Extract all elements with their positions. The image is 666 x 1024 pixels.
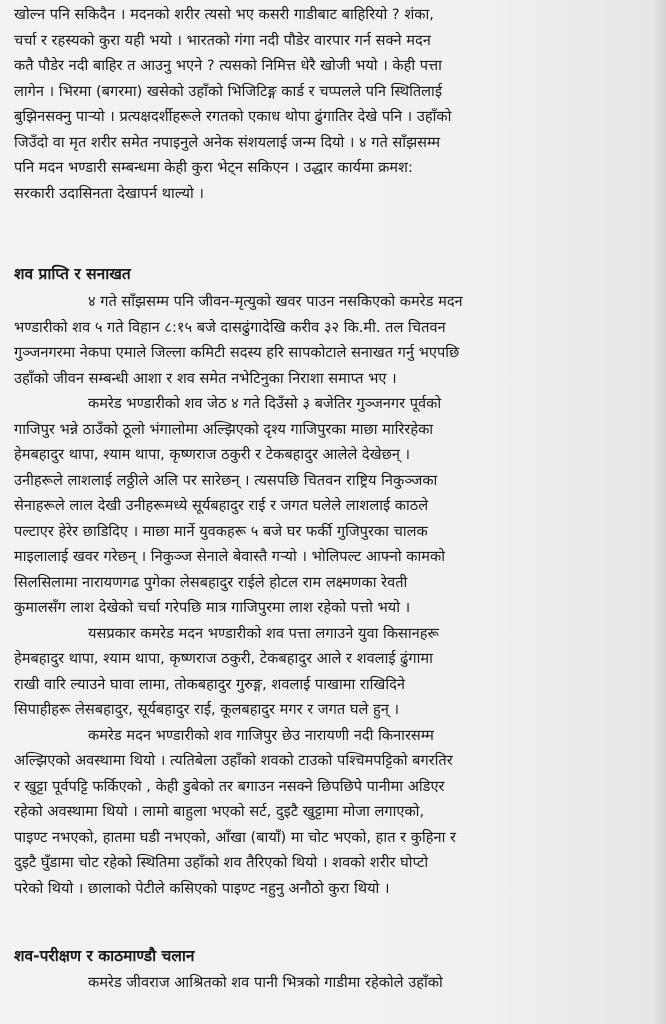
text-line: यसप्रकार कमरेड मदन भण्डारीको शव पत्ता लगाउने युवा किसानहरू	[88, 624, 439, 642]
text-line: पाइण्ट नभएको, हातमा घडी नभएको, आँखा (बायाँ) मा चोट भएको, हात र कुहिना र	[14, 828, 456, 846]
text-line: पनि मदन भण्डारी सम्बन्धमा केही कुरा भेट्न सकिएन । उद्धार कार्यमा क्रमश:	[14, 159, 413, 176]
text-line: गाजिपुर भन्ने ठाउँको ठूलो भंगालोमा अल्झिएको दृश्य गाजिपुरका माछा मारिरहेका	[14, 420, 434, 438]
text-line: हेमबहादुर थापा, श्याम थापा, कृष्णराज ठकुरी र टेकबहादुर आलेले देखेछन् ।	[14, 446, 411, 463]
text-line: राखी वारि ल्याउने घावा लामा, तोकबहादुर गुरुङ्ग, शवलाई पाखामा राखिदिने	[14, 675, 405, 693]
text-line: उहाँको जीवन सम्बन्धी आशा र शव समेत नभेटिनुका निराशा समाप्त भए ।	[14, 369, 397, 387]
continued-paragraph	[14, 2, 640, 206]
text-line: हेमबहादुर थापा, श्याम थापा, कृष्णराज ठकुरी, टेकबहादुर आले र शवलाई ढुंगामा	[14, 650, 433, 667]
section-body	[14, 289, 640, 901]
text-line: बुझिनसक्नु पाऱ्यो । प्रत्यक्षदर्शीहरूले रगतको एकाध थोपा ढुंगातिर देखे पनि । उहाँको	[14, 108, 452, 125]
text-line: खोल्न पनि सकिदैन । मदनको शरीर त्यसो भए कसरी गाडीबाट बाहिरियो ? शंका,	[14, 6, 434, 23]
text-line: सिलसिलामा नारायणगढ पुगेका लेसबहादुर राईले होटल राम लक्ष्मणका रेवती	[14, 573, 408, 591]
text-line: माइलालाई खवर गरेछन् । निकुञ्ज सेनाले बेवास्तै गऱ्यो । भोलिपल्ट आफ्नो कामको	[14, 548, 446, 565]
page-edge-shadow	[652, 0, 666, 1024]
text-line: भण्डारीको शव ५ गते विहान ८:१५ बजे दासढुंगादेखि करीव ३२ कि.मी. तल चितवन	[14, 318, 446, 336]
section-heading: शव प्राप्ति र सनाखत	[14, 265, 131, 283]
text-line: कमरेड भण्डारीको शव जेठ ४ गते दिउँसो ३ बजेतिर गुञ्जनगर पूर्वको	[88, 395, 442, 412]
text-line: सिपाहीहरू लेसबहादुर, सूर्यबहादुर राई, कूलबहादुर मगर र जगत घले हुन् ।	[14, 701, 399, 718]
text-line: दुइटै घुँडामा चोट रहेको स्थितिमा उहाँको शव तैरिएको थियो । शवको शरीर घोप्टो	[14, 854, 429, 871]
text-line: अल्झिएको अवस्थामा थियो । त्यतिबेला उहाँको शवको टाउको पश्चिमपट्टिको बगरतिर	[14, 752, 453, 769]
text-line: ४ गते साँझसम्म पनि जीवन-मृत्युको खवर पाउन नसकिएको कमरेड मदन	[88, 293, 463, 310]
text-line: कमरेड मदन भण्डारीको शव गाजिपुर छेउ नारायणी नदी किनारसम्म	[88, 726, 434, 744]
text-line: सेनाहरूले लाल देखी उनीहरूमध्ये सूर्यबहादुर राई र जगत घलेले लाशलाई काठले	[14, 497, 429, 514]
text-line: कतै पौडेर नदी बाहिर त आउनु भएने ? त्यसको निमित्त धेरै खोजी भयो । केही पत्ता	[14, 57, 442, 74]
text-line: कमरेड जीवराज आश्रितको शव पानी भित्रको गाडीमा रहेकोले उहाँको	[88, 974, 443, 991]
text-line: जिउँदो वा मृत शरीर समेत नपाइनुले अनेक संशयलाई जन्म दियो । ४ गते साँझसम्म	[14, 133, 441, 151]
text-line: गुञ्जनगरमा नेकपा एमाले जिल्ला कमिटी सदस्य हरि सापकोटाले सनाखत गर्नु भएपछि	[14, 344, 460, 361]
text-line: चर्चा र रहस्यको कुरा यही भयो । भारतको गंगा नदी पौडेर वारपार गर्न सक्ने मदन	[14, 31, 431, 49]
text-line: सरकारी उदासिनता देखापर्न थाल्यो ।	[14, 184, 204, 202]
section-body	[14, 970, 640, 996]
text-line: लागेन । भिरमा (बगरमा) खसेको उहाँको भिजिटिङ्ग कार्ड र चप्पलले पनि स्थितिलाई	[14, 82, 443, 100]
text-line: पल्टाएर हेरेर छाडिदिए । माछा मार्ने युवकहरू ५ बजे घर फर्की गुजिपुरका चालक	[14, 522, 428, 540]
text-line: कुमालसँग लाश देखेको चर्चा गरेपछि मात्र गाजिपुरमा लाश रहेको पत्तो भयो ।	[14, 599, 411, 616]
text-line: र खुट्टा पूर्वपट्टि फर्किएको , केही डुबेको तर बगाउन नसक्ने छिपछिपे पानीमा अडिएर	[14, 777, 445, 795]
text-line: रहेको अवस्थामा थियो । लामो बाहुला भएको सर्ट, दुइटै खुट्टामा मोजा लगाएको,	[14, 803, 425, 820]
section-heading: शव-परीक्षण र काठमाण्डौ चलान	[14, 947, 195, 965]
text-line: उनीहरूले लाशलाई लठ्ठीले अलि पर सारेछन् । त्यसपछि चितवन राष्ट्रिय निकुञ्जका	[14, 471, 438, 489]
text-line: परेको थियो । छालाको पेटीले कसिएको पाइण्ट नहुनु अनौठो कुरा थियो ।	[14, 879, 390, 897]
